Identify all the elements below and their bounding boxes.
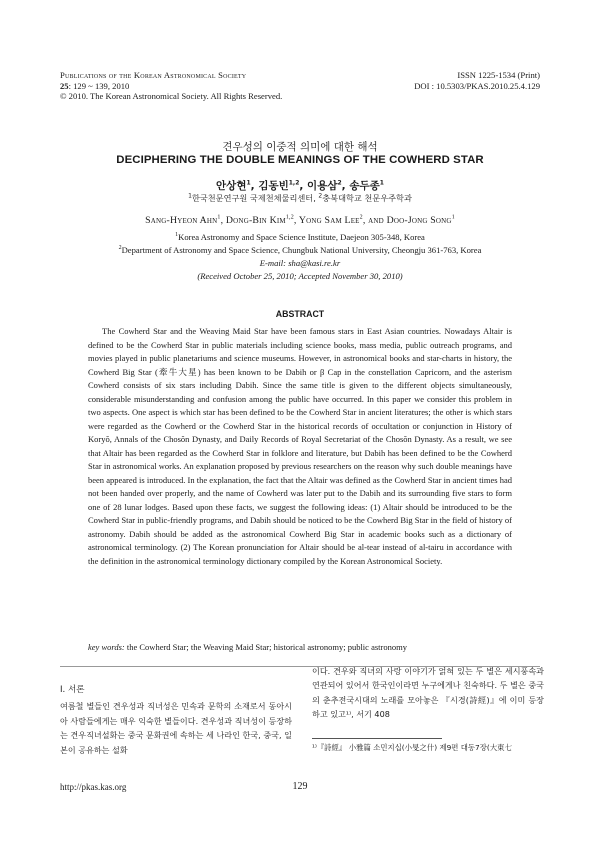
author-en-3: Yong Sam Lee$^2$ bbox=[298, 214, 363, 226]
footer-url[interactable]: http://pkas.kas.org bbox=[60, 782, 127, 792]
affiliation-ko-2: 충북대학교 천문우주학과 bbox=[322, 193, 412, 203]
authors-english: Sang-Hyeon Ahn$^1$, Dong-Bin Kim$^{1,2}$, Yong Sam Lee$^2$, and Doo-Jong Song$^1$ bbox=[145, 214, 455, 226]
author-ko-3: 이용삼$^2$ bbox=[307, 179, 342, 192]
affiliation-ko-1: 한국천문연구원 국제천체물리센터 bbox=[191, 193, 314, 203]
affiliations-korean: $^1$한국천문연구원 국제천체물리센터, $^2$충북대학교 천문우주학과 bbox=[188, 192, 412, 203]
body-column-left bbox=[60, 683, 292, 757]
affiliation-en-2: $^2$Department of Astronomy and Space Science, Chungbuk National University, Cheongju 361-763, Korea bbox=[118, 245, 482, 255]
page-number: 129 bbox=[292, 781, 308, 792]
introduction-text-right: 이다. 견우와 직녀의 사랑 이야기가 얽혀 있는 두 별은 세시풍속과 연관되어 있어서 한국인이라면 누구에게나 친숙하다. 두 별은 중국의 춘추전국시대의 노래를 모아놓은 『시경(詩經)』에 이미 등장하고 있고¹⁾, 서기 408 bbox=[312, 666, 544, 720]
journal-identifiers bbox=[280, 70, 540, 91]
keywords-label: key words: bbox=[88, 642, 125, 652]
volume-number: 25 bbox=[60, 80, 69, 91]
title-english: DECIPHERING THE DOUBLE MEANINGS OF THE COWHERD STAR bbox=[116, 154, 484, 166]
title-korean: 견우성의 이중적 의미에 대한 해석 bbox=[222, 141, 378, 153]
author-ko-1: 안상현$^1$ bbox=[216, 179, 251, 192]
footnote: ¹⁾『詩經』 小雅篇 소민지십(小旻之什) 제9편 대동7장(大東七 bbox=[312, 743, 512, 752]
affiliation-en-1: $^1$Korea Astronomy and Space Science Institute, Daejeon 305-348, Korea bbox=[175, 232, 425, 242]
keywords-line bbox=[88, 641, 518, 653]
introduction-text-left: 여름철 별들인 견우성과 직녀성은 민속과 문학의 소재로서 동아시아 사람들에게는 매우 익숙한 별들이다. 견우성과 직녀성이 등장하는 견우직녀설화는 중국 문화권에 속하는 세 나라인 한국, 중국, 일본이 공유하는 설화 bbox=[60, 701, 292, 755]
copyright-line: © 2010. The Korean Astronomical Society. All Rights Reserved. bbox=[60, 91, 283, 102]
authors-korean: 안상현$^1$, 김동빈$^{1,2}$, 이용삼$^2$, 송두종$^1$ bbox=[216, 179, 384, 192]
abstract-body: The Cowherd Star and the Weaving Maid Star have been famous stars in East Asian countries. Nowadays Altair is defined to be the Cowherd Star in public materials including science books, mass media, public outreach programs, and movies played in public planetariums and science museums. However, in astronomical books and star-charts in history, the Cowherd Big Star (牽牛大星) has been known to be Dabih or β Cap in the constellation Capricorn, and the asterism Cowherd consists of six stars including Dabih. Since the same title is given to the different objects simultaneously, considerable misunderstanding and confusion among the public have occurred. In this paper we consider this problem in two aspects. One aspect is which star has been defined to be the Cowherd Star in ancient literatures; the other is which stars were regarded as the Cowherd or the Cowherd Star in the historical records of occultation or conjunction in History of Koryŏ, Annals of the Chosŏn Dynasty, and Daily Records of Royal Secretariat of the Chosŏn Dynasty. As a result, we see that Altair has been regarded as the Cowherd Star in folklore and literature, but Dabih has been defined to be the Cowherd Star in astronomical works. An explanation proposed by previous researchers on the reason why such double meanings have been appeared is introduced. In the explanation, the fact that the Altair was defined as the Cowherd Star in ancient times had not been handed over properly, and the name of Cowherd was later put to the Dabih and its surrounding five stars to form one of 28 lunar lodges. Based upon these facts, we suggest the following ideas: (1) Altair should be introduced to be the Cowherd Star in public-friendly programs, and Dabih should be noticed to be the Cowherd Big Star in the field of history of astronomy. Dabih should be added as the astronomical Cowherd Big Star in academic books such as a dictionary of astronomical terminology. (2) The Korean pronunciation for Altair should be al-tear instead of al-tairu in accordance with the definition in the astronomical terminology dictionary compiled by the Korean Astronomical Society. bbox=[88, 326, 512, 566]
pages-year: : 129 ~ 139, 2010 bbox=[68, 80, 130, 91]
doi: DOI : 10.5303/PKAS.2010.25.4.129 bbox=[414, 80, 540, 91]
keywords-text: the Cowherd Star; the Weaving Maid Star; historical astronomy; public astronomy bbox=[126, 642, 407, 652]
body-column-right bbox=[312, 664, 544, 722]
author-en-1: Sang-Hyeon Ahn$^1$ bbox=[145, 214, 221, 226]
author-en-4: Doo-Jong Song$^1$ bbox=[386, 214, 455, 226]
author-en-2: Dong-Bin Kim$^{1,2}$ bbox=[225, 214, 294, 226]
author-email[interactable]: E-mail: sha@kasi.re.kr bbox=[259, 258, 341, 268]
section-heading-introduction: I. 서론 bbox=[60, 685, 85, 695]
issn: ISSN 1225-1534 (Print) bbox=[457, 70, 540, 80]
journal-name: Publications of the Korean Astronomical Society bbox=[60, 70, 247, 80]
author-ko-4: 송두종$^1$ bbox=[349, 179, 384, 192]
received-dates: (Received October 25, 2010; Accepted November 30, 2010) bbox=[197, 271, 403, 281]
author-ko-2: 김동빈$^{1,2}$ bbox=[258, 179, 300, 192]
footnote-rule bbox=[312, 738, 442, 739]
abstract-heading: ABSTRACT bbox=[275, 309, 325, 319]
